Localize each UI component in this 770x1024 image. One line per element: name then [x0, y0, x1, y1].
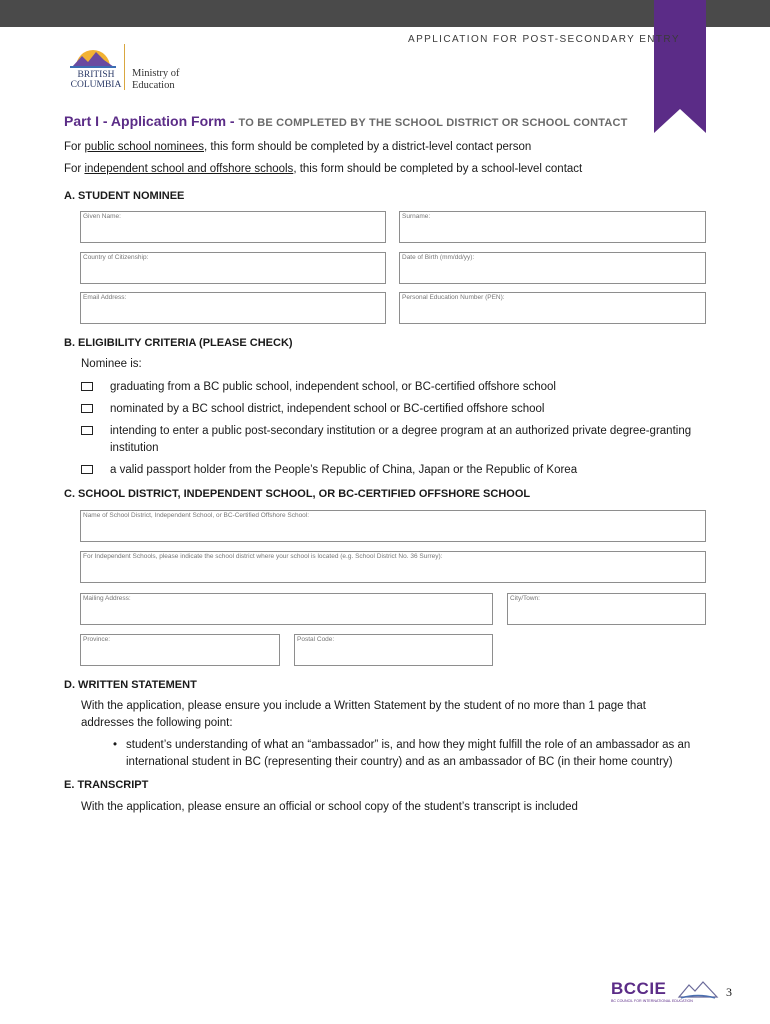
criteria-graduating: graduating from a BC public school, independent school, or BC-certified offshore school	[110, 381, 556, 393]
school-district-field[interactable]: For Independent Schools, please indicate the school district where your school is located (e.g. School District No. 36 Surrey):	[80, 551, 706, 583]
school-name-field[interactable]: Name of School District, Independent School, or BC-Certified Offshore School:	[80, 510, 706, 542]
criteria-passport: a valid passport holder from the People’s Republic of China, Japan or the Republic of Korea	[110, 464, 578, 476]
bc-sun-logo-icon	[70, 42, 116, 68]
postal-code-field[interactable]: Postal Code:	[294, 634, 493, 666]
given-name-field[interactable]: Given Name:	[80, 211, 386, 243]
bookmark-ribbon	[654, 0, 706, 133]
checkbox-passport[interactable]	[81, 465, 93, 474]
criteria-post-secondary: intending to enter a public post-secondary institution or a degree program at an authorized private degree-granting institution	[110, 425, 692, 454]
bullet-icon: •	[113, 739, 118, 751]
document-title: APPLICATION FOR POST-SECONDARY ENTRY	[408, 34, 680, 45]
logo-columbia: COLUMBIA	[70, 80, 122, 90]
email-field[interactable]: Email Address:	[80, 292, 386, 324]
province-field[interactable]: Province:	[80, 634, 280, 666]
checkbox-graduating[interactable]	[81, 382, 93, 391]
nominee-is-label: Nominee is:	[81, 358, 142, 370]
ministry-line1: Ministry of	[132, 68, 180, 79]
part-title: Part I - Application Form -	[64, 113, 239, 129]
mountain-book-icon	[677, 979, 719, 1001]
intro-line-1: For public school nominees, this form should be completed by a district-level contact person	[64, 141, 532, 153]
section-a-heading: A. STUDENT NOMINEE	[64, 190, 185, 202]
section-c-heading: C. SCHOOL DISTRICT, INDEPENDENT SCHOOL, OR BC-CERTIFIED OFFSHORE SCHOOL	[64, 488, 531, 500]
section-b-heading: B. ELIGIBILITY CRITERIA (PLEASE CHECK)	[64, 337, 293, 349]
page-number: 3	[726, 985, 732, 999]
part-heading	[64, 113, 628, 131]
intro-line-2: For independent school and offshore schools, this form should be completed by a school-level contact	[64, 163, 583, 175]
section-d-heading: D. WRITTEN STATEMENT	[64, 679, 197, 691]
public-school-nominees-text: public school nominees	[84, 141, 204, 153]
logo-british: BRITISH	[77, 70, 115, 80]
part-subtitle: TO BE COMPLETED BY THE SCHOOL DISTRICT OR SCHOOL CONTACT	[238, 117, 628, 129]
criteria-nominated: nominated by a BC school district, independent school or BC-certified offshore school	[110, 403, 545, 415]
bccie-label: BCCIE	[611, 979, 667, 998]
section-e-heading: E. TRANSCRIPT	[64, 779, 149, 791]
statement-bullet-1: student’s understanding of what an “ambassador” is, and how they might fulfill the role of an ambassador as an	[126, 739, 691, 751]
pen-field[interactable]: Personal Education Number (PEN):	[399, 292, 706, 324]
statement-text-1: With the application, please ensure you include a Written Statement by the student of no more than 1 page that	[81, 700, 646, 712]
bc-ministry-logo	[64, 42, 194, 98]
independent-offshore-text: independent school and offshore schools	[84, 163, 294, 175]
checkbox-nominated[interactable]	[81, 404, 93, 413]
bccie-sub: BC COUNCIL FOR INTERNATIONAL EDUCATION	[611, 999, 693, 1003]
bccie-logo	[611, 977, 719, 1005]
mailing-address-field[interactable]: Mailing Address:	[80, 593, 493, 625]
ministry-line2: Education	[132, 80, 175, 91]
transcript-text: With the application, please ensure an official or school copy of the student’s transcript is included	[81, 801, 578, 813]
checkbox-post-secondary[interactable]	[81, 426, 93, 435]
city-field[interactable]: City/Town:	[507, 593, 706, 625]
statement-text-2: addresses the following point:	[81, 717, 233, 729]
statement-bullet-2: international student in BC (representing their country) and as an ambassador of BC (in their home country)	[126, 756, 673, 768]
surname-field[interactable]: Surname:	[399, 211, 706, 243]
citizenship-field[interactable]: Country of Citizenship:	[80, 252, 386, 284]
date-of-birth-field[interactable]: Date of Birth (mm/dd/yy):	[399, 252, 706, 284]
